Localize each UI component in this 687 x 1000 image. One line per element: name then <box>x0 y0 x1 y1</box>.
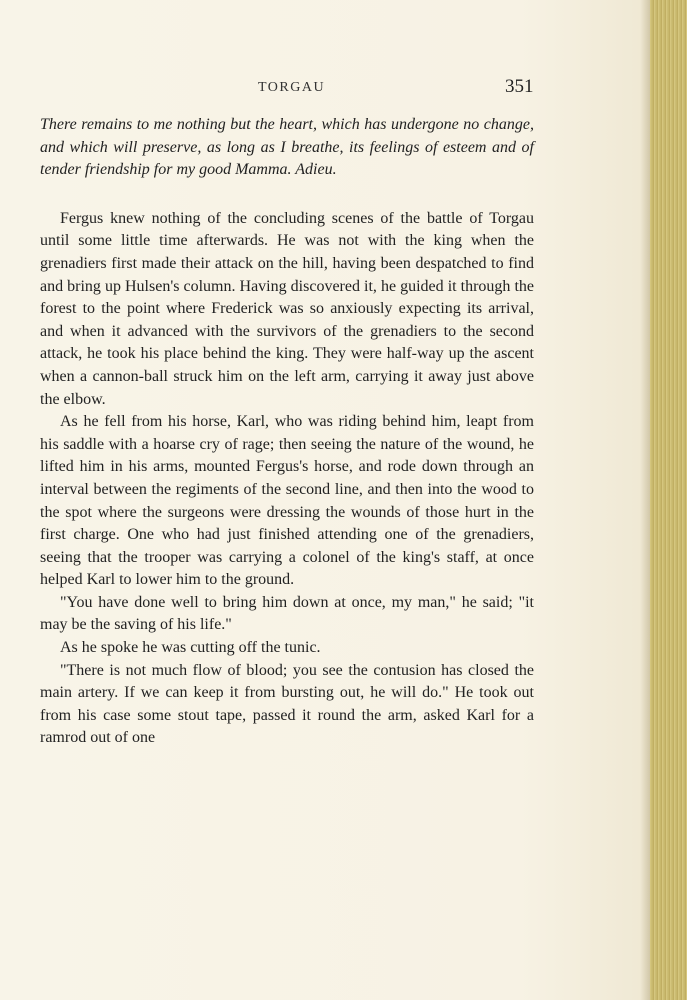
paragraph: As he spoke he was cutting off the tunic. <box>60 639 321 657</box>
paragraph: As he fell from his horse, Karl, who was riding behind him, leapt from his saddle with a hoarse cry of rage; then seeing the nature of the wound, he lifted him in his arms, mounted Fergus's horse, and rode down through an interval between the regiments of the second line, and then into the wood to the spot where the surgeons were dressing the wounds of those hurt in the first charge. One who had just finished attending one of the grenadiers, seeing that the trooper was carrying a colonel of the king's staff, at once helped Karl to lower him to the ground. <box>40 413 534 589</box>
page-body <box>40 114 534 750</box>
paragraph: "You have done well to bring him down at once, my man," he said; "it may be the saving of his life." <box>40 593 534 634</box>
paragraph: "There is not much flow of blood; you see the contusion has closed the main artery. If we can keep it from bursting out, he will do." He took out from his case some stout tape, passed it round the arm, asked Karl for a ramrod out of one <box>40 661 534 747</box>
page-gutter-shadow <box>640 0 650 1000</box>
running-head: TORGAU <box>258 80 326 95</box>
page-edge <box>650 0 687 1000</box>
page-header <box>0 76 600 102</box>
paragraph: Fergus knew nothing of the concluding scenes of the battle of Torgau until some little time afterwards. He was not with the king when the grenadiers first made their attack on the hill, having been despatched to find and bring up Hulsen's column. Having discovered it, he guided it through the forest to the point where Frederick was so anxiously expecting its arrival, and when it advanced with the survivors of the grenadiers to the second attack, he took his place behind the king. They were half-way up the ascent when a cannon-ball struck him on the left arm, carrying it away just above the elbow. <box>40 209 534 408</box>
letter-closing: There remains to me nothing but the heart, which has undergone no change, and which will preserve, as long as I breathe, its feelings of esteem and of tender friendship for my good Mamma. Adieu. <box>40 116 534 179</box>
page-number: 351 <box>505 76 534 97</box>
